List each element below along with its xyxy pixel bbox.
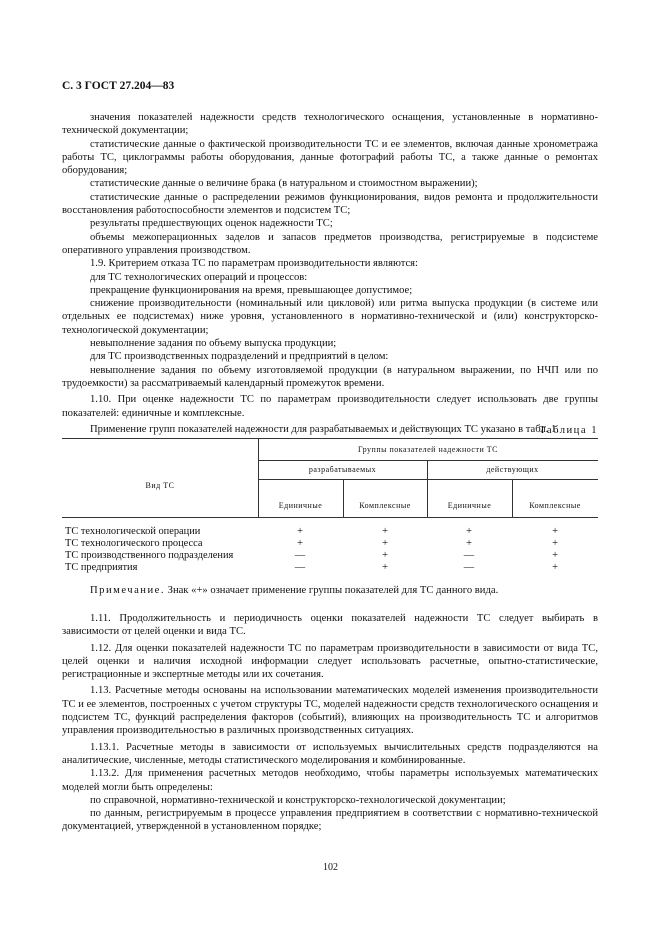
paragraph: невыполнение задания по объему выпуска продукции; [90,338,337,350]
table-caption: Таблица 1 [539,425,598,436]
paragraph: статистические данные о распределении режимов функционирования, видов ремонта и продолжительности восстановления работоспособности элементов и подсистем ТС; [62,191,598,217]
paragraph: значения показателей надежности средств технологического оснащения, установленные в нормативно-технической документации; [62,112,598,137]
paragraph: статистические данные о величине брака (в натуральном и стоимостном выражении); [90,178,478,190]
col-single-1: Единичные [278,501,323,510]
table-row [62,538,598,550]
row-label: ТС технологической операции [65,526,201,537]
paragraph: объемы межоперационных заделов и запасов предметов производства, регистрируемые в подсистеме оперативного управления производством. [62,231,598,256]
table-header [62,438,598,518]
text-block-lower [62,612,598,834]
note-label: Примечание. [90,585,165,596]
paragraph: результаты предшествующих оценок надежности ТС; [90,218,333,230]
table-cell-mark: — [463,562,475,573]
table-1 [62,438,598,574]
table-cell-mark: + [382,562,388,573]
paragraph: снижение производительности (номинальный или цикловой) или ритма выпуска продукции (в системе или отдельных ее подсистемах) ниже уровня, установленного в нормативно-технической и (или) конструкторско-технологической документации; [62,298,598,336]
table-cell-mark: + [552,526,558,537]
table-cell-mark: + [466,526,472,537]
table-cell-mark: + [466,538,472,549]
subheader-developed: разрабатываемых [308,465,377,474]
table-cell-mark: — [294,562,306,573]
paragraph: для ТС технологических операций и процессов: [90,271,308,283]
table-cell-mark: + [382,538,388,549]
table-cell-mark: + [382,526,388,537]
row-label: ТС предприятия [65,562,138,573]
row-label: ТС технологического процесса [65,538,203,549]
text-block-upper [62,111,598,436]
row-label: ТС производственного подразделения [65,550,234,561]
paragraph: статистические данные о фактической производительности ТС и ее элементов, включая данные хронометража работы ТС, циклограммы работы оборудования, данные фотографий работы ТС, а также данные о ремонтах оборудования; [62,138,598,177]
table-cell-mark: — [463,550,475,561]
table-cell-mark: + [382,550,388,561]
paragraph: 1.13.2. Для применения расчетных методов необходимо, чтобы параметры используемых математических моделей могли быть определены: [62,768,598,793]
table-cell-mark: + [552,538,558,549]
table-row [62,550,598,562]
paragraph: 1.13. Расчетные методы основаны на использовании математических моделей изменения производительности ТС и ее элементов, построенных с учетом структуры ТС, моделей надежности средств технологического оснащения и подсистем ТС, функций распределения факторов (событий), влияющих на производительность ТС и алгоритмов управления производительностью в различных производственных ситуациях. [62,685,598,737]
paragraph: 1.11. Продолжительность и периодичность оценки показателей надежности ТС следует выбирать в зависимости от целей оценки и вида ТС. [62,613,598,638]
group-header: Группы показателей надежности ТС [358,445,498,454]
table-cell-mark: + [297,538,303,549]
paragraph: по справочной, нормативно-технической и конструкторско-технологической документации; [90,794,506,806]
paragraph: для ТС производственных подразделений и предприятий в целом: [90,351,389,363]
table-cell-mark: + [297,526,303,537]
paragraph: 1.12. Для оценки показателей надежности ТС по параметрам производительности в зависимости от вида ТС, целей оценки и наличия исходной информации следует использовать расчетные, опытно-статистические, регистрационные и экспертные методы или их сочетания. [62,642,598,681]
table-cell-mark: — [294,550,306,561]
paragraph: Применение групп показателей надежности для разрабатываемых и действующих ТС указано в табл. 1. [90,423,559,435]
table-note [62,585,598,596]
paragraph: прекращение функционирования на время, превышающее допустимое; [90,284,413,296]
paragraph: 1.10. При оценке надежности ТС по параметрам производительности следует использовать две группы показателей: единичные и комплексные. [62,394,598,419]
col-complex-1: Комплексные [359,501,411,510]
subheader-existing: действующих [486,465,539,474]
col-complex-2: Комплексные [529,501,581,510]
table-cell-mark: + [552,562,558,573]
paragraph: 1.13.1. Расчетные методы в зависимости от используемых вычислительных средств подразделяются на аналитические, численные, методы статистического моделирования и комбинированные. [62,741,598,766]
paragraph: невыполнение задания по объему изготовляемой продукции (в натуральном выражении, по НЧП или по трудоемкости) за рассматриваемый календарный промежуток времени. [62,364,598,389]
col-type-header: Вид ТС [145,481,175,490]
table-row [62,562,598,574]
page-header: С. 3 ГОСТ 27.204—83 [62,80,175,92]
table-row [62,526,598,538]
col-single-2: Единичные [447,501,492,510]
note-text: Знак «+» означает применение группы показателей для ТС данного вида. [164,585,499,596]
table-cell-mark: + [552,550,558,561]
table-body [62,526,598,574]
page-number: 102 [323,862,338,873]
paragraph: 1.9. Критерием отказа ТС по параметрам производительности являются: [90,258,418,270]
paragraph: по данным, регистрируемым в процессе управления предприятием в соответствии с нормативно-технической документацией, утвержденной в установленном порядке; [62,808,598,833]
